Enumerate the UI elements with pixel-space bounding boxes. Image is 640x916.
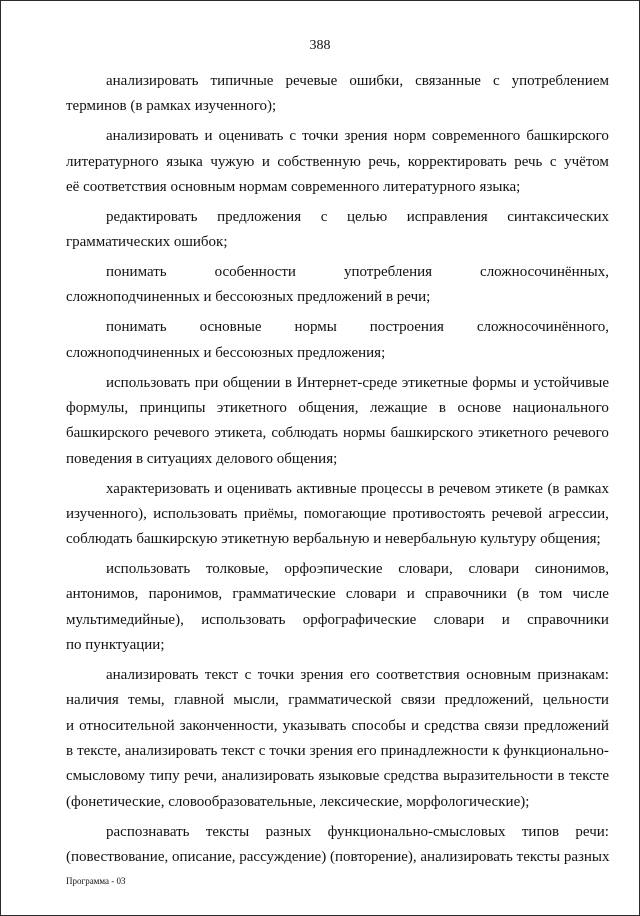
word: тексте,	[77, 742, 121, 759]
word: этикета,	[214, 425, 267, 442]
text-line	[66, 371, 609, 396]
paragraph	[66, 663, 609, 815]
word: с	[492, 73, 500, 89]
paragraph	[66, 820, 609, 871]
paragraph	[66, 260, 609, 311]
text-line	[66, 608, 609, 633]
word: формулы,	[66, 400, 129, 416]
word: в	[284, 374, 292, 391]
word: связанные	[415, 73, 481, 89]
word: нормы	[343, 425, 386, 442]
word: указывать	[282, 717, 347, 734]
page-number: 388	[309, 38, 331, 53]
word: с	[320, 208, 328, 225]
word: речевом	[438, 480, 491, 497]
word: общения,	[298, 400, 359, 416]
word: синонимов,	[534, 561, 609, 578]
word: использовать	[106, 374, 191, 391]
word: активные	[296, 480, 357, 497]
word: этикете	[495, 480, 543, 497]
word: к	[492, 742, 500, 759]
word: с	[289, 128, 297, 145]
text-line	[66, 477, 609, 502]
word: языка	[166, 153, 203, 170]
word: редактировать	[106, 208, 198, 225]
word: целью	[346, 208, 388, 225]
text-line	[66, 820, 609, 845]
word: речи:	[575, 823, 609, 840]
word: функционально-	[503, 742, 609, 759]
word: сложносочинённого,	[476, 319, 609, 336]
word: тексте	[568, 768, 609, 785]
word: темы,	[128, 692, 165, 709]
word: в	[66, 742, 74, 759]
word: литературного	[66, 153, 159, 170]
word: речевые	[285, 73, 338, 89]
word: предложения	[217, 208, 302, 225]
word: использовать	[153, 505, 238, 522]
word: зрения	[309, 742, 353, 759]
word: соблюдать	[271, 425, 338, 442]
word: главной	[173, 692, 225, 709]
word: анализировать	[124, 742, 218, 759]
text-line: сложноподчиненных и бессоюзных предложений в речи;	[66, 289, 431, 306]
word: общении	[222, 374, 281, 391]
text-line	[66, 582, 609, 607]
word: грамматической	[288, 692, 392, 709]
word: анализировать	[106, 128, 199, 145]
word: разных	[265, 823, 312, 840]
word: в	[427, 480, 435, 497]
paragraph	[66, 69, 609, 120]
word: анализировать	[106, 73, 199, 89]
word: орфоэпические	[284, 561, 383, 578]
word: современного	[431, 128, 521, 145]
word: текст	[204, 667, 239, 684]
text-line	[66, 396, 609, 421]
word: числе	[572, 586, 609, 603]
text-line: (повествование, описание, рассуждение) (повторение), анализировать тексты разных	[66, 848, 610, 865]
word: и	[411, 717, 420, 734]
word: норм	[393, 128, 426, 145]
word: синтаксических	[507, 208, 609, 225]
text-line: (фонетические, словообразовательные, лексические, морфологические);	[66, 793, 530, 810]
word: понимать	[106, 319, 167, 336]
word: при	[194, 374, 219, 391]
word: анализировать	[221, 768, 315, 785]
word: языковые	[318, 768, 380, 785]
word: связи	[484, 717, 519, 734]
word: этикетного	[478, 425, 549, 442]
word: наличия	[66, 692, 119, 709]
word: Интернет-среде	[296, 374, 398, 391]
paragraph	[66, 371, 609, 472]
text-line	[66, 69, 609, 94]
word: предложений	[523, 717, 609, 734]
word: орфографические	[302, 611, 417, 628]
word: и	[520, 374, 529, 391]
word: его	[356, 742, 377, 759]
word: паронимов,	[148, 586, 223, 603]
word: в	[438, 400, 446, 416]
word: его	[349, 667, 370, 684]
text-line	[66, 663, 609, 688]
word: принципы	[139, 400, 206, 416]
word: этикетного	[216, 400, 287, 416]
word: средства	[424, 717, 480, 734]
paragraph	[66, 315, 609, 366]
word: речи,	[184, 768, 218, 785]
word: и	[501, 611, 510, 628]
word: и	[66, 717, 75, 734]
word: том	[539, 586, 563, 603]
word: употребления	[343, 264, 433, 281]
word: зрения	[344, 128, 388, 145]
word: и	[214, 480, 223, 497]
word: оценивать	[218, 128, 284, 145]
word: предложений,	[444, 692, 534, 709]
text-line: соблюдать башкирскую этикетную вербальную и невербальную культуру общения;	[66, 531, 601, 548]
word: распознавать	[106, 823, 190, 840]
word: соответствия	[376, 667, 460, 684]
text-line	[66, 421, 609, 446]
page-footer: Программа - 03	[66, 876, 126, 886]
word: выразительности	[443, 768, 554, 785]
text-line	[66, 124, 609, 149]
word: изученного),	[66, 505, 147, 522]
word: справочники	[424, 586, 507, 603]
word: принадлежности	[380, 742, 489, 759]
word: тексты	[205, 823, 250, 840]
word: процессы	[361, 480, 423, 497]
word: мысли,	[233, 692, 279, 709]
word: употреблением	[511, 73, 609, 89]
word: лежащие	[369, 400, 428, 416]
word: цельности	[542, 692, 609, 709]
word: и	[406, 586, 415, 603]
text-line: по пунктуации;	[66, 637, 165, 654]
text-line	[66, 688, 609, 713]
text-line: поведения в ситуациях делового общения;	[66, 450, 338, 467]
word: и	[261, 153, 270, 170]
word: формы	[472, 374, 517, 391]
word: построения	[369, 319, 444, 336]
text-line	[66, 205, 609, 230]
word: башкирского	[390, 425, 474, 442]
text-line	[66, 502, 609, 527]
word: словари	[468, 561, 520, 578]
word: корректировать	[407, 153, 507, 170]
text-line	[66, 764, 609, 789]
word: речевого	[153, 425, 210, 442]
word: словари	[433, 611, 485, 628]
word: типу	[149, 768, 180, 785]
word: с	[549, 153, 557, 170]
word: речевого	[553, 425, 609, 442]
word: основе	[457, 400, 502, 416]
word: толковые,	[205, 561, 269, 578]
word: связи	[400, 692, 436, 709]
text-line	[66, 714, 609, 739]
text-line	[66, 739, 609, 764]
paragraph	[66, 477, 609, 553]
word: особенности	[214, 264, 296, 281]
word: этикетные	[401, 374, 468, 391]
word: словари	[345, 586, 397, 603]
text-line	[66, 260, 609, 285]
word: типичные	[210, 73, 274, 89]
word: речь	[514, 153, 543, 170]
word: исправления	[406, 208, 488, 225]
word: приёмы,	[243, 505, 298, 522]
text-line: сложноподчиненных и бессоюзных предложения;	[66, 344, 386, 361]
word: в	[557, 768, 565, 785]
paragraph	[66, 205, 609, 256]
word: точки	[257, 667, 295, 684]
word: законченности,	[179, 717, 278, 734]
word: оценивать	[227, 480, 292, 497]
word: признакам:	[537, 667, 609, 684]
word: относительной	[79, 717, 175, 734]
word: смысловому	[66, 768, 146, 785]
word: башкирского	[526, 128, 609, 145]
word: собственную	[277, 153, 361, 170]
word: грамматические	[232, 586, 336, 603]
word: устойчивые	[533, 374, 609, 391]
word: речевой	[491, 505, 543, 522]
word: ошибки,	[349, 73, 404, 89]
word: сложносочинённых,	[480, 264, 609, 281]
word: точки	[302, 128, 339, 145]
word: типов	[521, 823, 560, 840]
paragraph	[66, 124, 609, 200]
text-line: её соответствия основным нормам современного литературного языка;	[66, 178, 521, 195]
word: (в	[516, 586, 530, 603]
word: национального	[512, 400, 609, 416]
word: нормы	[294, 319, 337, 336]
word: понимать	[106, 264, 167, 281]
word: основные	[199, 319, 262, 336]
text-line	[66, 150, 609, 175]
paragraph	[66, 557, 609, 658]
word: средства	[383, 768, 439, 785]
word: агрессии,	[548, 505, 609, 522]
word: антонимов,	[66, 586, 139, 603]
word: мультимедийные),	[66, 611, 184, 628]
word: речь,	[368, 153, 401, 170]
word: рамках	[564, 480, 609, 497]
word: анализировать	[106, 667, 199, 684]
word: текст	[221, 742, 255, 759]
word: башкирского	[66, 425, 149, 442]
word: основным	[466, 667, 531, 684]
word: и	[204, 128, 213, 145]
word: справочники	[527, 611, 609, 628]
word: чужую	[210, 153, 255, 170]
word: способы	[351, 717, 406, 734]
word: характеризовать	[106, 480, 210, 497]
word: помогающие	[303, 505, 387, 522]
text-line	[66, 557, 609, 582]
word: (в	[547, 480, 560, 497]
word: использовать	[201, 611, 286, 628]
word: с	[244, 667, 252, 684]
word: зрения	[300, 667, 344, 684]
text-line	[66, 315, 609, 340]
word: противостоять	[392, 505, 486, 522]
text-line: грамматических ошибок;	[66, 234, 228, 251]
word: использовать	[106, 561, 191, 578]
word: с	[258, 742, 266, 759]
word: учётом	[564, 153, 609, 170]
text-line: терминов (в рамках изученного);	[66, 98, 277, 115]
word: функционально-смысловых	[327, 823, 506, 840]
word: точки	[269, 742, 306, 759]
document-body	[66, 69, 609, 875]
word: словари,	[398, 561, 453, 578]
